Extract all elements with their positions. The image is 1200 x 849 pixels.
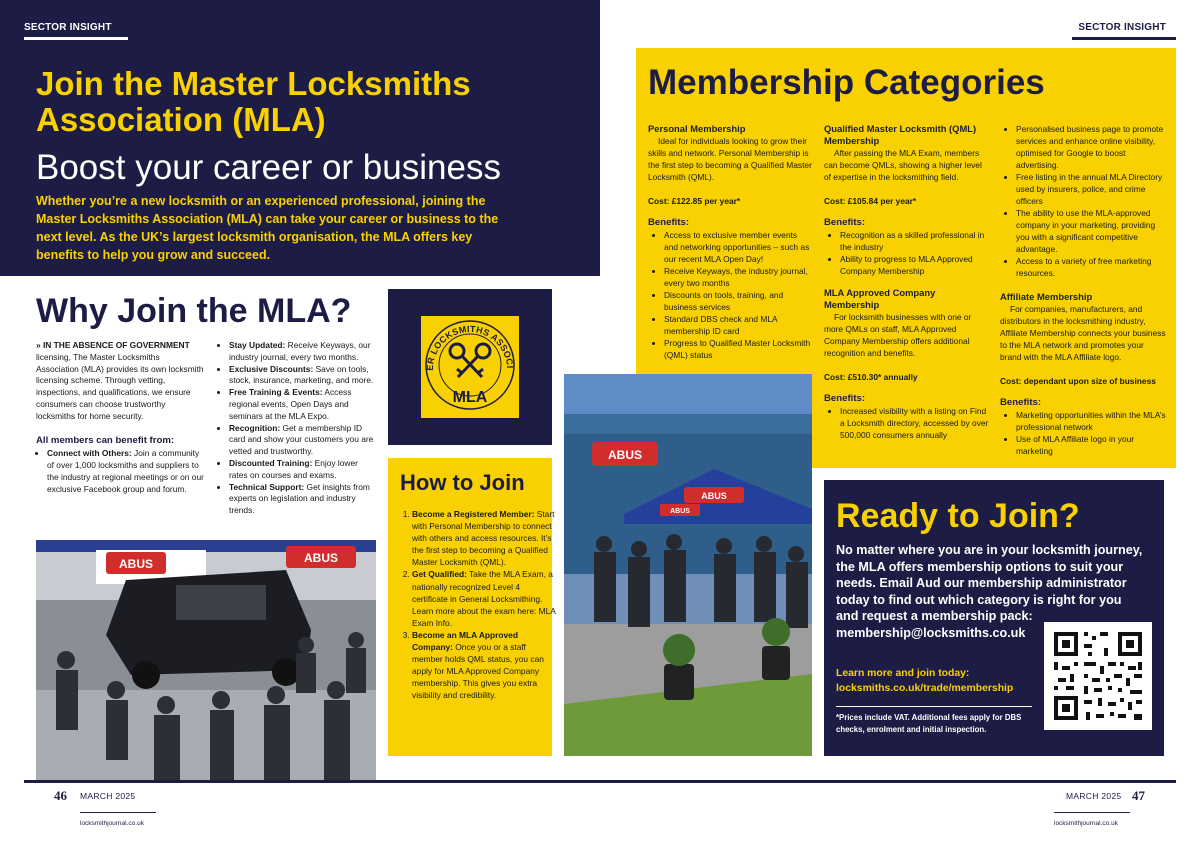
benefit-item: • Increased visibility with a listing on Find a Locksmith directory, accessed by over 500,000 consumers annually (840, 405, 990, 441)
why-item-title: Exclusive Discounts: (229, 363, 314, 374)
personal-title: Personal Membership (648, 123, 746, 134)
benefit-item: • Free listing in the annual MLA Directory used by insurers, police, and crime officers (1016, 171, 1166, 207)
benefit-item: • Use of MLA Affiliate logo in your marketing (1016, 433, 1166, 457)
site-url-left: locksmithjournal.co.uk (80, 820, 144, 827)
qr-code[interactable] (1044, 622, 1152, 730)
approved-desc: For locksmith businesses with one or more QMLs on staff, MLA Approved Company Membership offers additional recognition and benefits. (824, 312, 972, 358)
ready-cta-link[interactable]: locksmiths.co.uk/trade/membership (836, 683, 1014, 694)
why-item-text: Join a community of over 1,000 locksmiths and suppliers to the industry at regional meetings or on our exclusive Facebook group and forum. (47, 448, 204, 494)
approved-more (1000, 123, 1166, 457)
section-tag-right (1072, 22, 1176, 40)
mla-logo (388, 289, 552, 445)
open-day-scene (564, 374, 812, 756)
affiliate-cost: Cost: dependant upon size of business (1000, 376, 1156, 386)
how-step-text: Start with Personal Membership to connect with others and access resources. It’s the first step to becoming a Qualified Master Locksmith (QML). (412, 509, 555, 568)
benefit-item: • Access to a variety of free marketing resources. (1016, 255, 1166, 279)
how-step-title: Get Qualified: (412, 569, 467, 580)
qml-benefits (824, 229, 990, 277)
how-heading: How to Join (400, 470, 525, 495)
why-item-text: Get a membership ID card and show your customers you are vetted and trustworthy. (229, 422, 374, 457)
personal-desc: Ideal for individuals looking to grow their skills and network. Personal Membership is the first step to becoming a Qualified Master Locksmith (QML). (648, 136, 812, 182)
qml-benefits-label: Benefits: (824, 217, 866, 228)
page-number-left: 46 (54, 788, 67, 803)
why-item-title: Technical Support: (229, 481, 305, 492)
why-col1 (36, 340, 204, 496)
section-tag-left (24, 22, 128, 40)
why-item-text: Get insights from experts on legislation and industry trends. (229, 481, 370, 516)
section-tag-text: SECTOR INSIGHT (24, 22, 112, 33)
footer-thin-rule-right (1054, 812, 1130, 813)
site-url-right: locksmithjournal.co.uk (1054, 820, 1118, 827)
affiliate-desc: For companies, manufacturers, and distributors in the locksmithing industry, Affiliate Membership connects your business to the MLA network and promotes your brand with the MLA Affiliate logo. (1000, 304, 1166, 362)
qml-title: Qualified Master Locksmith (QML) Membership (824, 123, 977, 146)
why-item (229, 423, 378, 458)
logo-abbr: MLA (452, 389, 488, 406)
why-lead-bold: » IN THE ABSENCE OF GOVERNMENT (36, 340, 190, 350)
benefit-item: • Discounts on tools, training, and business services (664, 289, 812, 313)
approved-more-benefits (1000, 123, 1166, 279)
section-tag-rule (1072, 37, 1176, 40)
affiliate-benefits-label: Benefits: (1000, 397, 1042, 408)
how-step-title: Become a Registered Member: (412, 509, 535, 519)
why-item (47, 448, 204, 495)
hero-subtitle: Boost your career or business (36, 148, 501, 187)
section-tag-rule (24, 37, 128, 40)
benefit-item: • The ability to use the MLA-approved company in your marketing, providing you with a significant competitive advantage. (1016, 207, 1166, 255)
why-item-text: Enjoy lower rates on courses and exams. (229, 457, 358, 480)
how-step-text: Take the MLA Exam, a nationally recognized Level 4 certificate in General Locksmithing. Learn more about the exam here: MLA Exam Info. (412, 569, 556, 628)
why-item (229, 458, 378, 482)
why-item-title: Recognition: (229, 422, 281, 433)
benefit-item: • Receive Keyways, the industry journal, every two months (664, 265, 812, 289)
why-list-2 (218, 340, 378, 517)
benefit-item: • Recognition as a skilled professional in the industry (840, 229, 990, 253)
workshop-scene (36, 540, 376, 780)
why-item-text: Save on tools, stock, insurance, marketing, and more. (229, 363, 374, 386)
affiliate-benefits (1000, 409, 1166, 457)
ready-note: *Prices include VAT. Additional fees apply for DBS checks, enrolment and initial inspection. (836, 713, 1022, 734)
personal-membership (648, 123, 812, 361)
why-lead (36, 340, 204, 423)
how-step (412, 568, 556, 628)
personal-benefits-label: Benefits: (648, 217, 690, 228)
page-number-right: 47 (1132, 788, 1145, 803)
why-item-title: Connect with Others: (47, 448, 132, 459)
personal-benefits (648, 229, 812, 361)
how-step (412, 508, 556, 568)
why-item-text: Access regional events, Open Days and seminars at the MLA Expo. (229, 387, 352, 421)
benefit-item: • Marketing opportunities within the MLA’s professional network (1016, 409, 1166, 433)
benefits-heading: All members can benefit from: (36, 434, 175, 446)
why-list-1 (36, 448, 204, 495)
benefit-item: • Ability to progress to MLA Approved Company Membership (840, 253, 990, 277)
abus-sign: ABUS (303, 551, 339, 565)
footer-rule-left (24, 780, 600, 783)
benefit-item: • Progress to Qualified Master Locksmith (QML) status (664, 337, 812, 361)
how-step (412, 629, 556, 702)
how-steps (398, 508, 556, 702)
approved-title: MLA Approved Company Membership (824, 287, 936, 310)
abus-sign: ABUS (670, 508, 690, 515)
ready-to-join-box (824, 480, 1164, 756)
ready-heading: Ready to Join? (836, 497, 1080, 535)
affiliate-title: Affiliate Membership (1000, 291, 1093, 302)
qr-code-icon (1044, 622, 1152, 730)
why-item-title: Stay Updated: (229, 340, 286, 350)
abus-sign: ABUS (118, 557, 154, 571)
why-col2 (218, 340, 378, 517)
how-step-title: Become an MLA Approved Company: (412, 629, 518, 653)
logo-ring-text: ER LOCKSMITHS ASSOCI (424, 323, 516, 371)
ready-divider (836, 706, 1032, 707)
ready-body: No matter where you are in your locksmith journey, the MLA offers membership options to suit your needs. Email Aud our membership administrator today to find out which category is right for you and request a membership pack: membership@locksmiths.co.uk (836, 543, 1143, 640)
why-item (229, 387, 378, 422)
issue-date-left: MARCH 2025 (80, 791, 136, 801)
abus-sign: ABUS (701, 491, 727, 501)
personal-cost: Cost: £122.85 per year* (648, 196, 741, 206)
why-lead-rest: licensing, The Master Locksmiths Association (MLA) provides its own locksmith licensing scheme. Through vetting, inspections, and qualifications, we ensure consumers can choose trustworthy locksmiths for home security. (36, 351, 204, 421)
categories-heading: Membership Categories (648, 63, 1045, 102)
why-item-title: Free Training & Events: (229, 387, 323, 398)
workshop-photo (36, 540, 376, 780)
abus-sign: ABUS (607, 448, 643, 462)
benefit-item: • Access to exclusive member events and networking opportunities – such as our recent MLA Open Day! (664, 229, 812, 265)
hero-title: Join the Master Locksmiths Association (MLA) (36, 65, 471, 138)
footer-thin-rule-left (80, 812, 156, 813)
qml-desc: After passing the MLA Exam, members can become QMLs, showing a higher level of expertise in the locksmithing field. (824, 148, 982, 182)
qml-membership (824, 123, 990, 441)
why-item (229, 340, 378, 364)
hero-intro: Whether you’re a new locksmith or an experienced professional, joining the Master Locksmiths Association (MLA) can take your career or business to the next level. As the UK’s largest locksmith organisation, the MLA offers key benefits to help you grow and succeed. (36, 194, 499, 262)
section-tag-text: SECTOR INSIGHT (1078, 22, 1166, 33)
mla-logo-panel (388, 289, 552, 445)
qml-cost: Cost: £105.84 per year* (824, 196, 917, 206)
approved-cost: Cost: £510.30* annually (824, 372, 918, 382)
issue-date-right: MARCH 2025 (1066, 791, 1122, 801)
how-to-join-box (388, 458, 556, 756)
benefit-item: • Personalised business page to promote services and enhance online visibility, optimised for Google to boost advertising. (1016, 123, 1166, 171)
footer-rule-right (600, 780, 1176, 783)
why-item (229, 364, 378, 388)
how-step-text: Once you or a staff member holds QML status, you can apply for MLA Approved Company membership. This gives you extra visibility and credibility. (412, 642, 544, 701)
benefit-item: • Standard DBS check and MLA membership ID card (664, 313, 812, 337)
ready-cta-label: Learn more and join today: (836, 668, 970, 679)
why-item (229, 482, 378, 517)
approved-benefits-label: Benefits: (824, 393, 866, 404)
why-heading: Why Join the MLA? (36, 292, 352, 330)
approved-benefits (824, 405, 990, 441)
open-day-photo (564, 374, 812, 756)
why-item-title: Discounted Training: (229, 457, 313, 468)
why-item-text: Receive Keyways, our industry journal, every two months. (229, 340, 371, 362)
